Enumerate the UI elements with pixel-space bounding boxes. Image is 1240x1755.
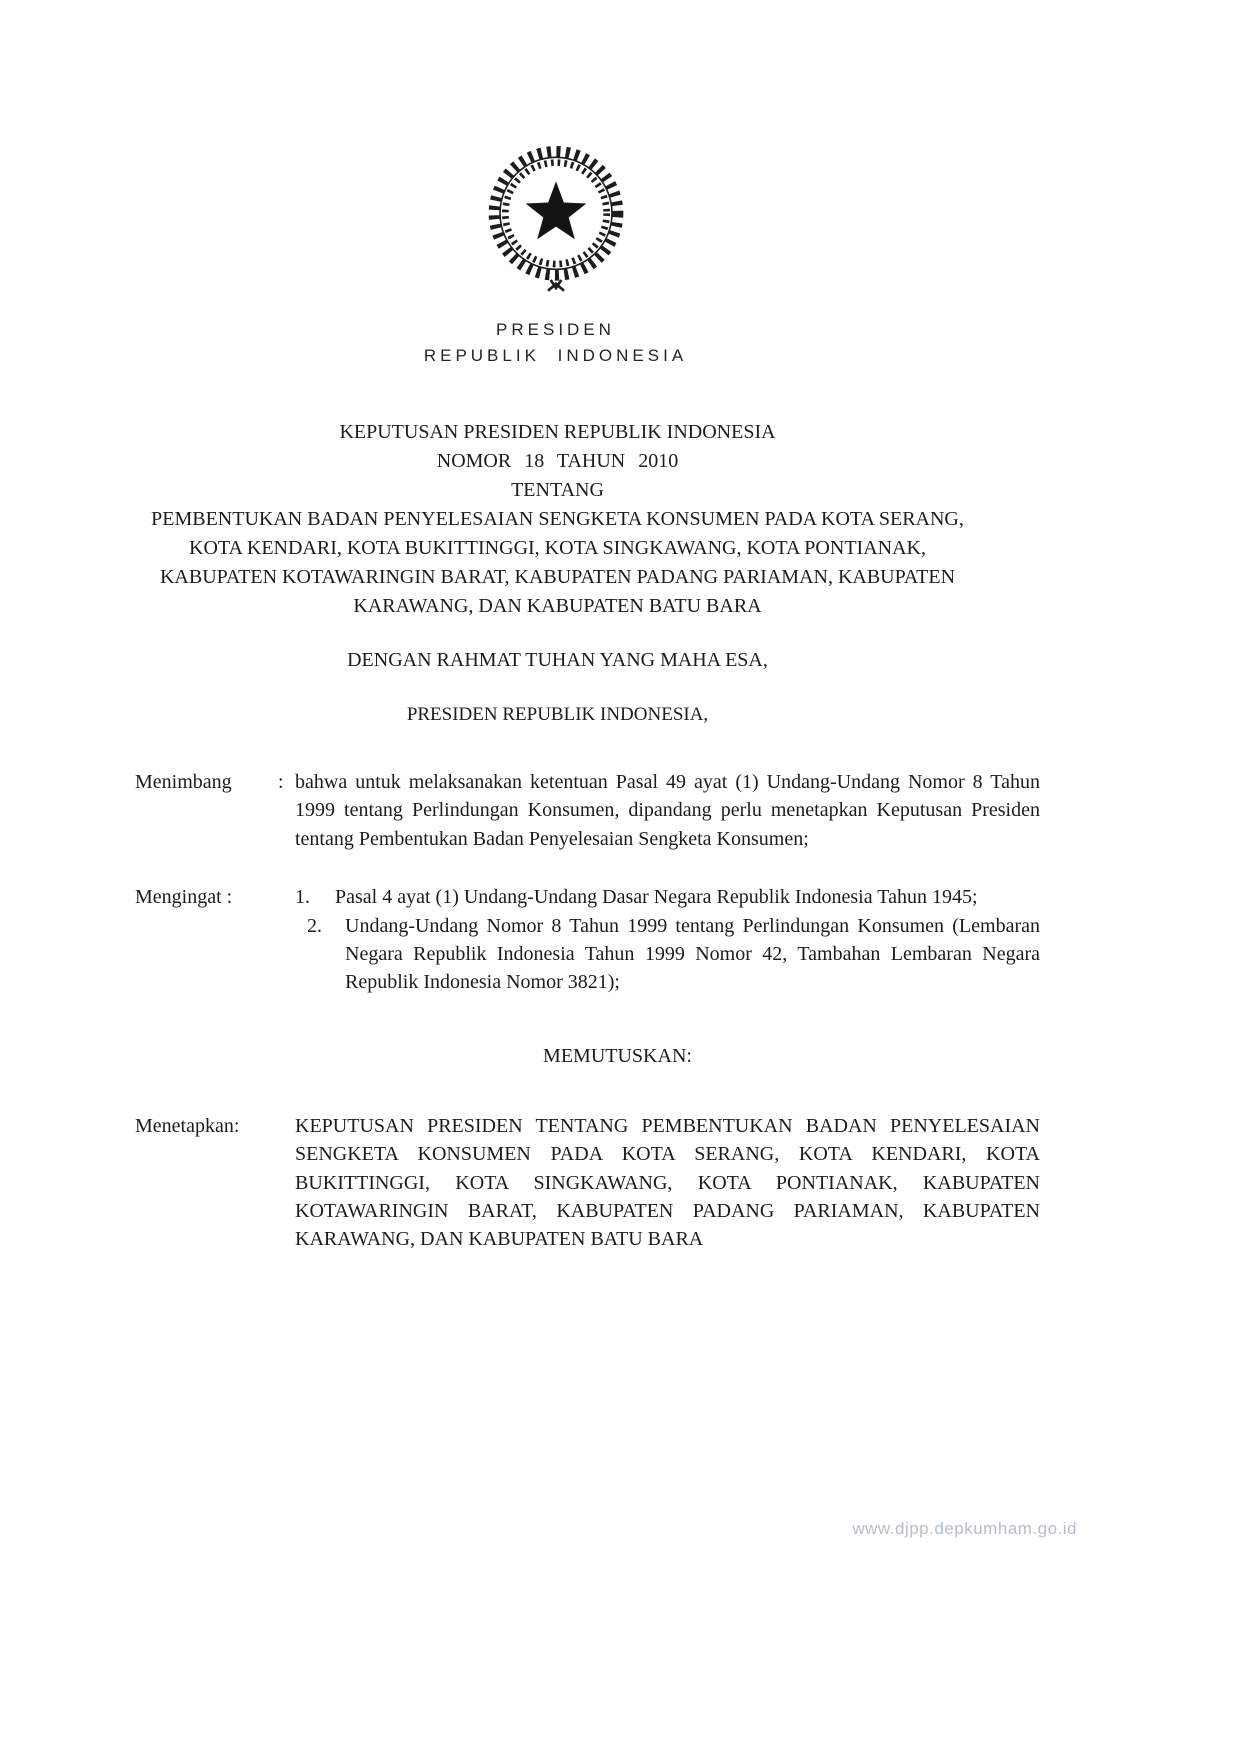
- letterhead-republik-indonesia-text: REPUBLIK INDONESIA: [423, 345, 688, 365]
- letterhead: [103, 0, 1008, 368]
- mengingat-item-2-text: Undang-Undang Nomor 8 Tahun 1999 tentang Perlindungan Konsumen (Lembaran Negara Republik Indonesia Tahun 1999 Nomor 42, Tambahan Lembaran Negara Republik Indonesia Nomor 3821);: [345, 914, 1040, 994]
- mengingat-items: [295, 883, 1040, 997]
- site-watermark: www.djpp.depkumham.go.id: [852, 1519, 1077, 1538]
- decree-title-line: KEPUTUSAN PRESIDEN REPUBLIK INDONESIA: [339, 421, 776, 443]
- menetapkan-label: Menetapkan:: [135, 1114, 240, 1137]
- mengingat-item-1-number: 1.: [295, 886, 310, 909]
- invocation-line: DENGAN RAHMAT TUHAN YANG MAHA ESA,: [347, 649, 768, 671]
- menimbang-label: Menimbang: [135, 771, 232, 793]
- letterhead-presiden-text: PRESIDEN: [496, 320, 615, 339]
- decree-tentang-line: TENTANG: [511, 479, 604, 501]
- mengingat-label: Mengingat :: [135, 886, 233, 909]
- decree-subject-line: PEMBENTUKAN BADAN PENYELESAIAN SENGKETA KONSUMEN PADA KOTA SERANG, KOTA KENDARI, KOTA BUKITTINGGI, KOTA SINGKAWANG, KOTA PONTIANAK, KABUPATEN KOTAWARINGIN BARAT, KABUPATEN PADANG PARIAMAN, KABUPATEN KARAWANG, DAN KABUPATEN BATU BARA: [151, 508, 964, 617]
- menetapkan-text: KEPUTUSAN PRESIDEN TENTANG PEMBENTUKAN BADAN PENYELESAIAN SENGKETA KONSUMEN PADA KOTA SERANG, KOTA KENDARI, KOTA BUKITTINGGI, KOTA SINGKAWANG, KOTA PONTIANAK, KABUPATEN KOTAWARINGIN BARAT, KABUPATEN PADANG PARIAMAN, KABUPATEN KARAWANG, DAN KABUPATEN BATU BARA: [295, 1114, 1040, 1251]
- menimbang-clause: [135, 768, 1040, 853]
- mengingat-clause: [135, 883, 1040, 997]
- mengingat-item-2: [295, 912, 1040, 997]
- letterhead-caption: [103, 317, 1008, 368]
- mengingat-item-2-number: 2.: [307, 914, 322, 937]
- menimbang-colon: :: [278, 771, 284, 793]
- star-wreath-emblem-icon: [476, 136, 636, 309]
- mengingat-item-1-text: Pasal 4 ayat (1) Undang-Undang Dasar Negara Republik Indonesia Tahun 1945;: [335, 886, 978, 909]
- decree-title-block: [143, 418, 973, 621]
- memutuskan-heading: MEMUTUSKAN:: [543, 1044, 692, 1067]
- authority-line: PRESIDEN REPUBLIK INDONESIA,: [406, 704, 709, 725]
- decree-number-line: NOMOR 18 TAHUN 2010: [436, 450, 679, 472]
- menetapkan-clause: [135, 1112, 1040, 1254]
- mengingat-item-1: [295, 883, 1040, 911]
- menimbang-text: bahwa untuk melaksanakan ketentuan Pasal 49 ayat (1) Undang-Undang Nomor 8 Tahun 1999 tentang Perlindungan Konsumen, dipandang perlu menetapkan Keputusan Presiden tentang Pembentukan Badan Penyelesaian Sengketa Konsumen;: [295, 771, 1040, 850]
